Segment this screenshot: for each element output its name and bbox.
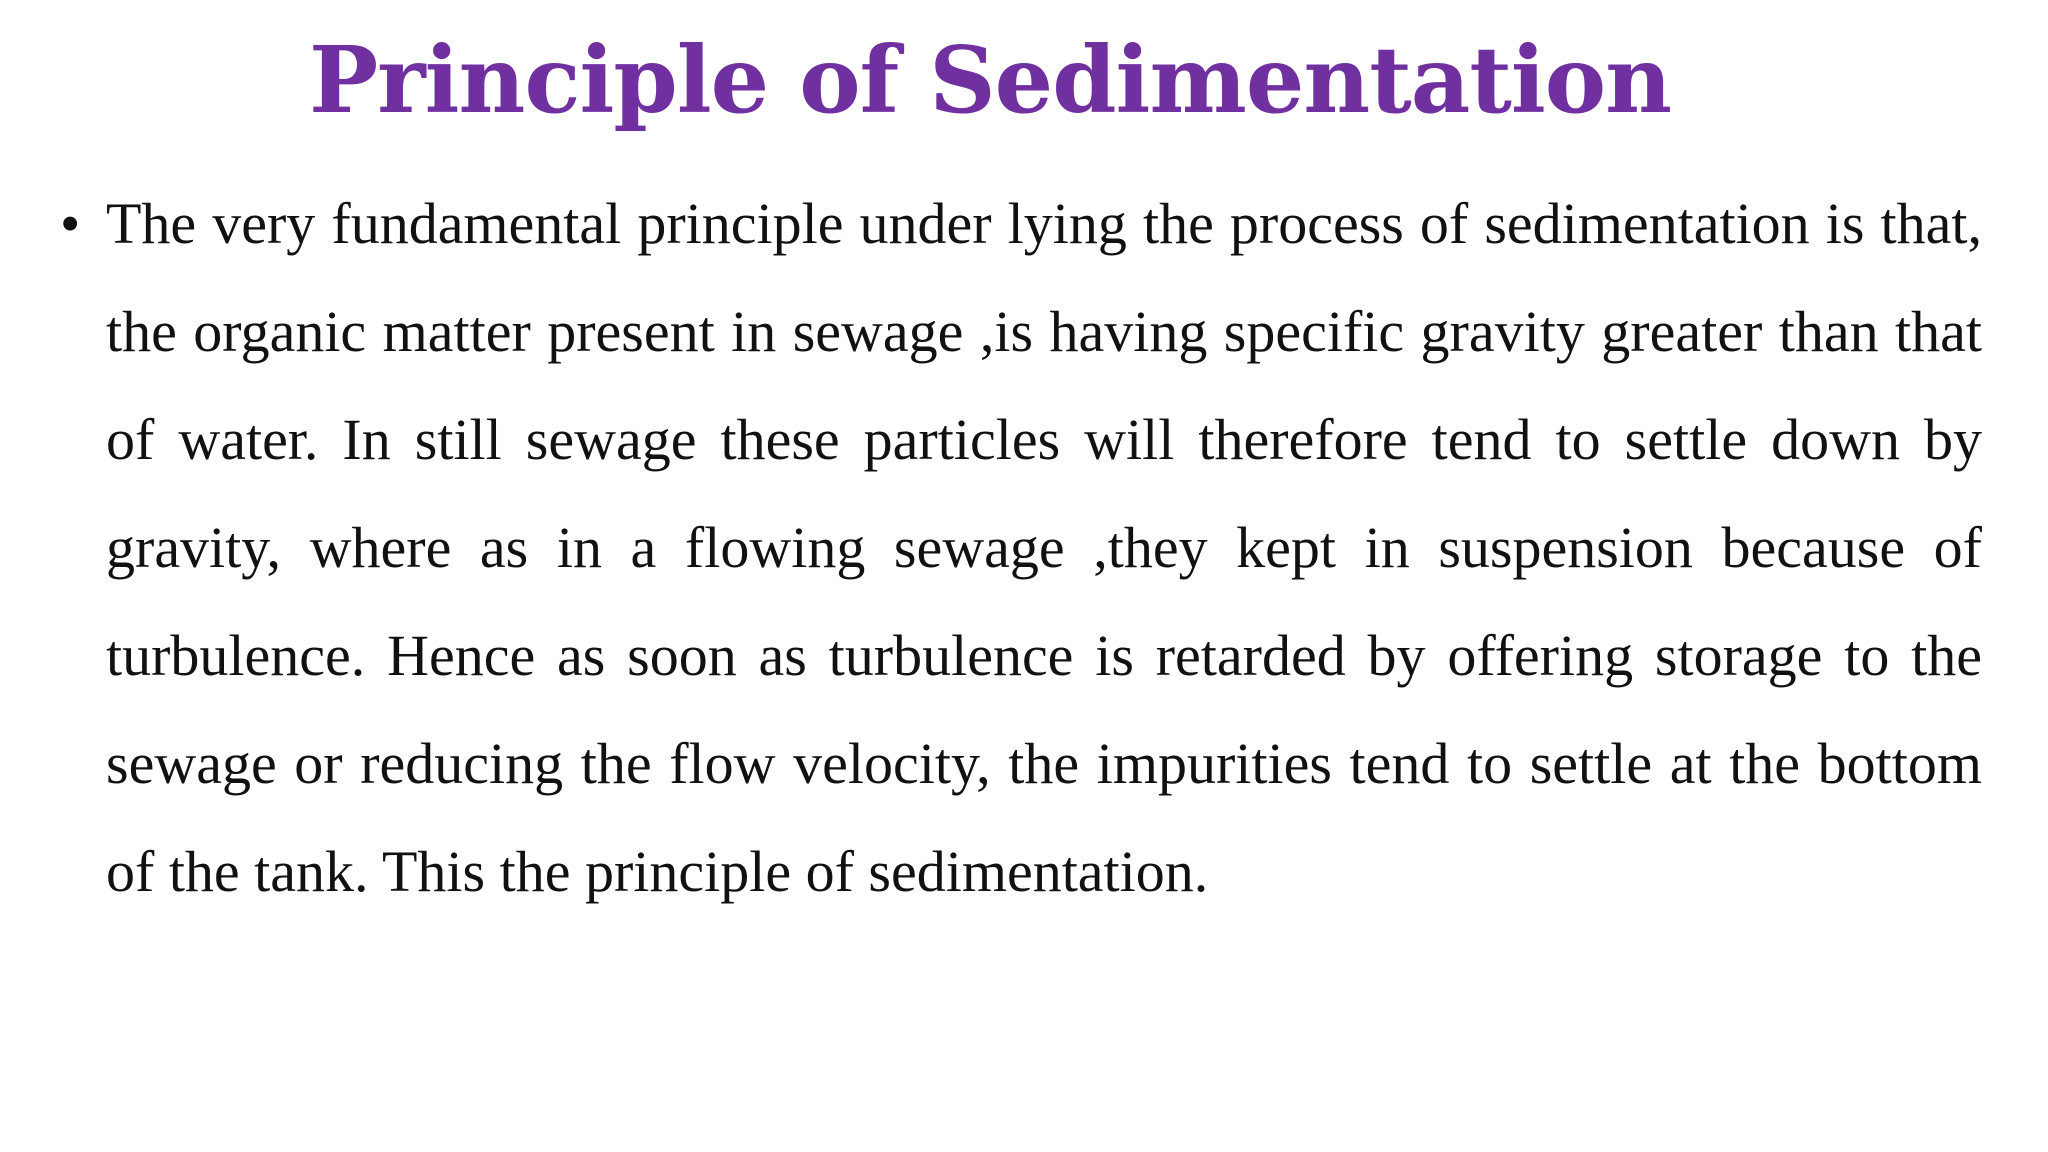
- bullet-list: [60, 170, 1982, 926]
- bullet-text: The very fundamental principle under lying the process of sedimentation is that, the organic matter present in sewage ,is having specific gravity greater than that of water. In still sewage these particles will therefore tend to settle down by gravity, where as in a flowing sewage ,they kept in suspension because of turbulence. Hence as soon as turbulence is retarded by offering storage to the sewage or reducing the flow velocity, the impurities tend to settle at the bottom of the tank. This the principle of sedimentation.: [106, 191, 1982, 904]
- bullet-marker: •: [60, 191, 81, 256]
- bullet-item: [60, 170, 1982, 926]
- slide-title: Principle of Sedimentation: [308, 26, 1672, 134]
